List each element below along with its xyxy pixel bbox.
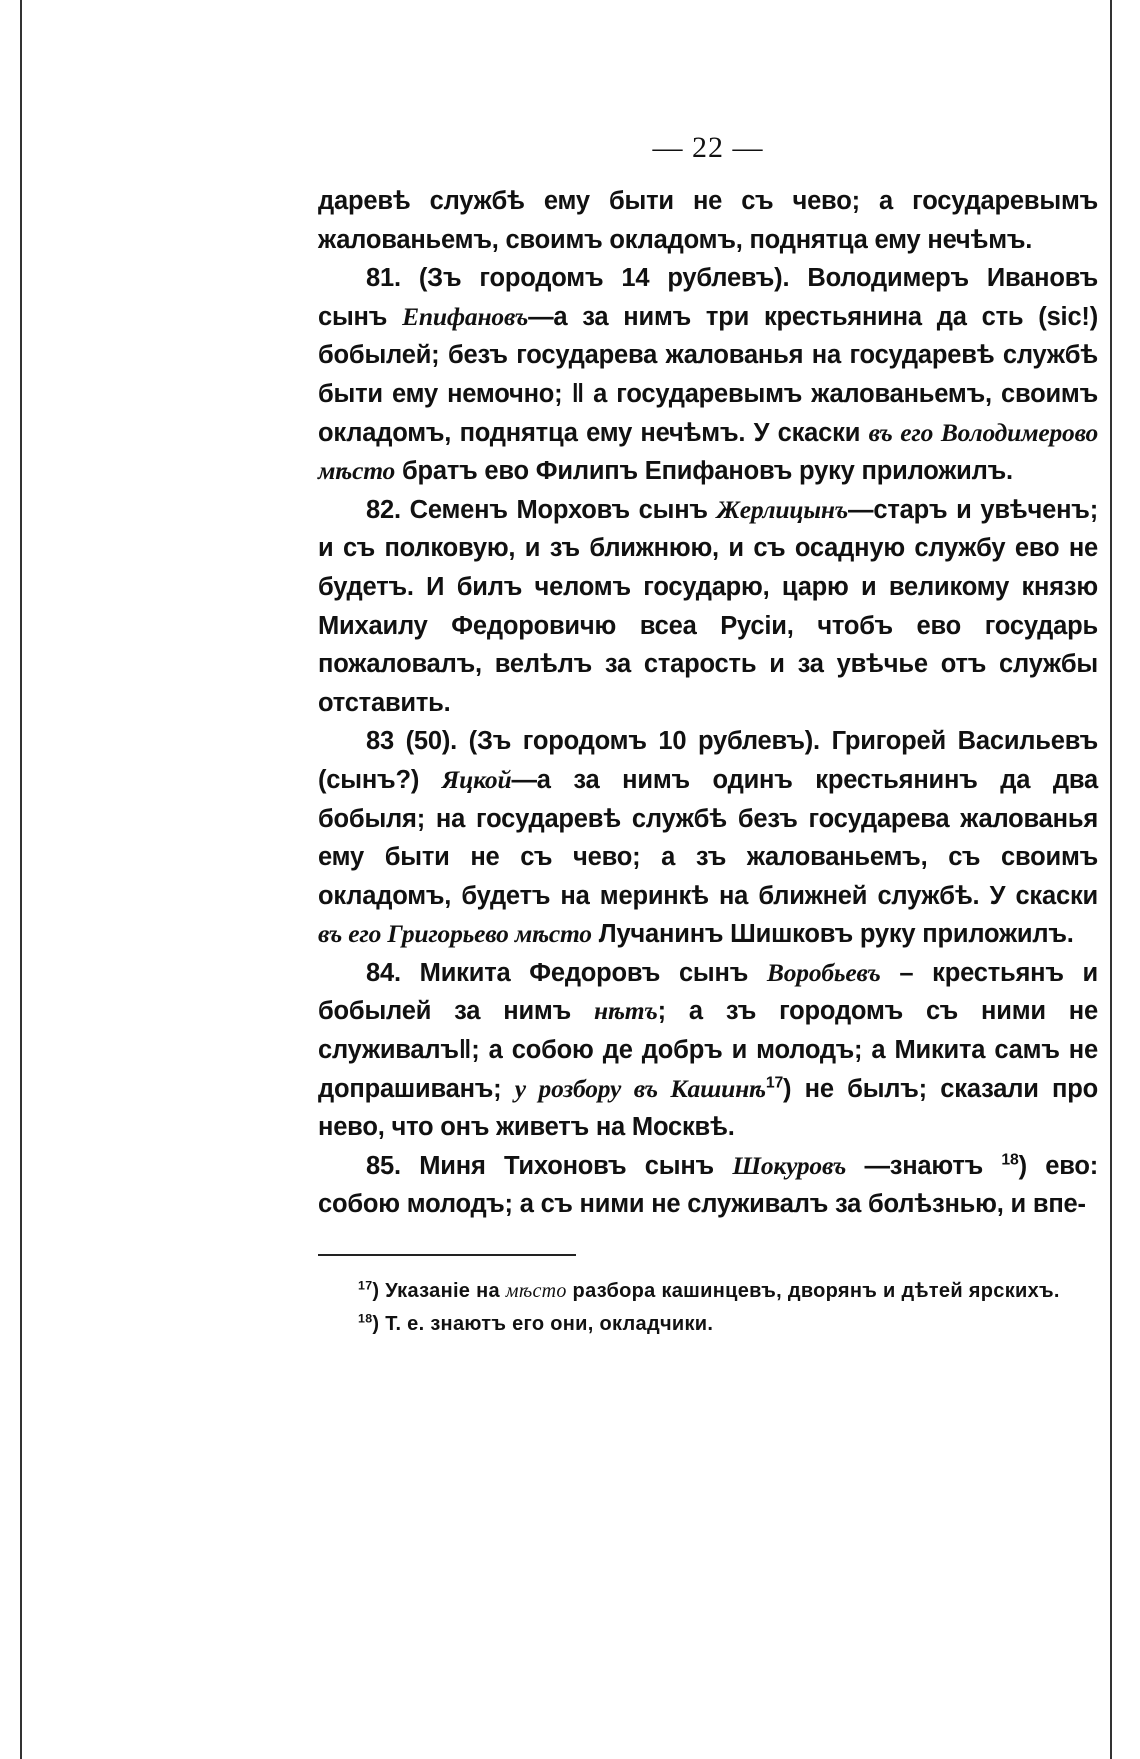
page-edge-right xyxy=(1110,0,1112,1759)
surname: Шокуровъ xyxy=(732,1150,847,1180)
place-phrase: въ его Григорьево мѣсто xyxy=(318,919,592,949)
footnote-text: ) Указаніе на xyxy=(372,1280,500,1303)
italic-word: нѣтъ xyxy=(593,996,658,1026)
footnote-ref-18[interactable]: 18 xyxy=(1001,1151,1019,1169)
footnote-separator xyxy=(318,1254,576,1256)
paragraph-84 xyxy=(318,954,1098,1147)
paragraph-text: ) не былъ; сказали про нево, что онъ живетъ на Москвѣ. xyxy=(318,1074,1098,1142)
footnote-text: разбора кашинцевъ, дворянъ и дѣтей ярскихъ. xyxy=(572,1280,1060,1303)
paragraph-text: – крестьянъ и бобылей за нимъ xyxy=(318,958,1098,1026)
entry-number: 82. xyxy=(366,495,401,524)
paragraph-text: ) ево: собою молодъ; а съ ними не служивалъ за болѣзнью, и впе- xyxy=(318,1151,1099,1219)
entry-number: 85. xyxy=(366,1151,401,1180)
paragraph-text: Семенъ Морховъ сынъ xyxy=(409,495,708,524)
footnote-italic: мѣсто xyxy=(505,1280,567,1303)
paragraph-82 xyxy=(318,491,1098,723)
footnote-17 xyxy=(318,1276,1098,1307)
place-phrase: у розбору въ Кашинѣ xyxy=(514,1073,766,1103)
entry-number: 81. xyxy=(366,264,401,293)
paragraph-text: (Зъ городомъ 10 рублевъ). Григорей Васильевъ (сынъ?) xyxy=(318,727,1098,794)
surname: Жерлицынъ xyxy=(716,494,849,524)
footnote-ref-17[interactable]: 17 xyxy=(765,1074,784,1092)
page-edge-left xyxy=(20,0,22,1759)
paragraph-text: (Зъ городомъ 14 рублевъ). Володимеръ Ивановъ сынъ xyxy=(318,264,1098,331)
paragraph-text: ; а зъ городомъ съ ними не служивалъ‖; а собою де добръ и молодъ; а Микита самъ не допрашиванъ; xyxy=(318,997,1098,1103)
place-phrase: въ его Володимерово мѣсто xyxy=(318,417,1098,486)
document-page xyxy=(318,128,1098,1342)
footnote-text: ) Т. е. знаютъ его они, окладчики. xyxy=(372,1313,714,1336)
paragraph-text: Микита Федоровъ сынъ xyxy=(419,958,749,987)
entry-number: 84. xyxy=(366,958,401,987)
body-text xyxy=(318,182,1098,1224)
footnotes xyxy=(318,1276,1098,1340)
page-number: — 22 — xyxy=(652,131,764,164)
paragraph-text: Миня Тихоновъ сынъ xyxy=(419,1151,714,1180)
surname: Воробьевъ xyxy=(766,957,881,987)
paragraph-text: —а за нимъ одинъ крестьянинъ да два бобыля; на государевѣ службѣ безъ государева жалованья ему быти не съ чево; а зъ жалованьемъ, съ своимъ окладомъ, будетъ на меринкѣ на ближней службѣ. У скаски xyxy=(318,765,1098,910)
paragraph-text: —старъ и увѣченъ; и съ полковую, и зъ ближнюю, и съ осадную службу ево не будетъ. И билъ челомъ государю, царю и великому князю Михаилу Федоровичю всеа Русіи, чтобъ ево государь пожаловалъ, велѣлъ за старость и за увѣчье отъ службы отставить. xyxy=(318,495,1098,717)
surname: Яцкой xyxy=(441,764,512,794)
surname: Епифановъ xyxy=(402,301,529,331)
paragraph-text: Лучанинъ Шишковъ руку приложилъ. xyxy=(598,920,1074,949)
paragraph-81 xyxy=(318,259,1098,491)
paragraph-text: —знаютъ xyxy=(864,1151,984,1180)
paragraph-text: —а за нимъ три крестьянина да сть (sic!) бобылей; безъ государева жалованья на государевѣ службѣ быти ему немочно; ‖ а государевымъ жалованьемъ, своимъ окладомъ, поднятца ему нечѣмъ. У скаски xyxy=(318,302,1099,447)
footnote-18 xyxy=(318,1309,1098,1340)
footnote-marker: 18 xyxy=(358,1311,373,1326)
paragraph-text: братъ ево Филипъ Епифановъ руку приложилъ. xyxy=(401,457,1013,486)
paragraph-85 xyxy=(318,1147,1098,1224)
entry-number: 83 (50). xyxy=(366,727,458,756)
paragraph-83 xyxy=(318,722,1098,954)
paragraph-continuation xyxy=(318,182,1098,259)
footnote-marker: 17 xyxy=(358,1278,373,1293)
paragraph-text: даревѣ службѣ ему быти не съ чево; а государевымъ жалованьемъ, своимъ окладомъ, поднятца ему нечѣмъ. xyxy=(318,187,1098,254)
